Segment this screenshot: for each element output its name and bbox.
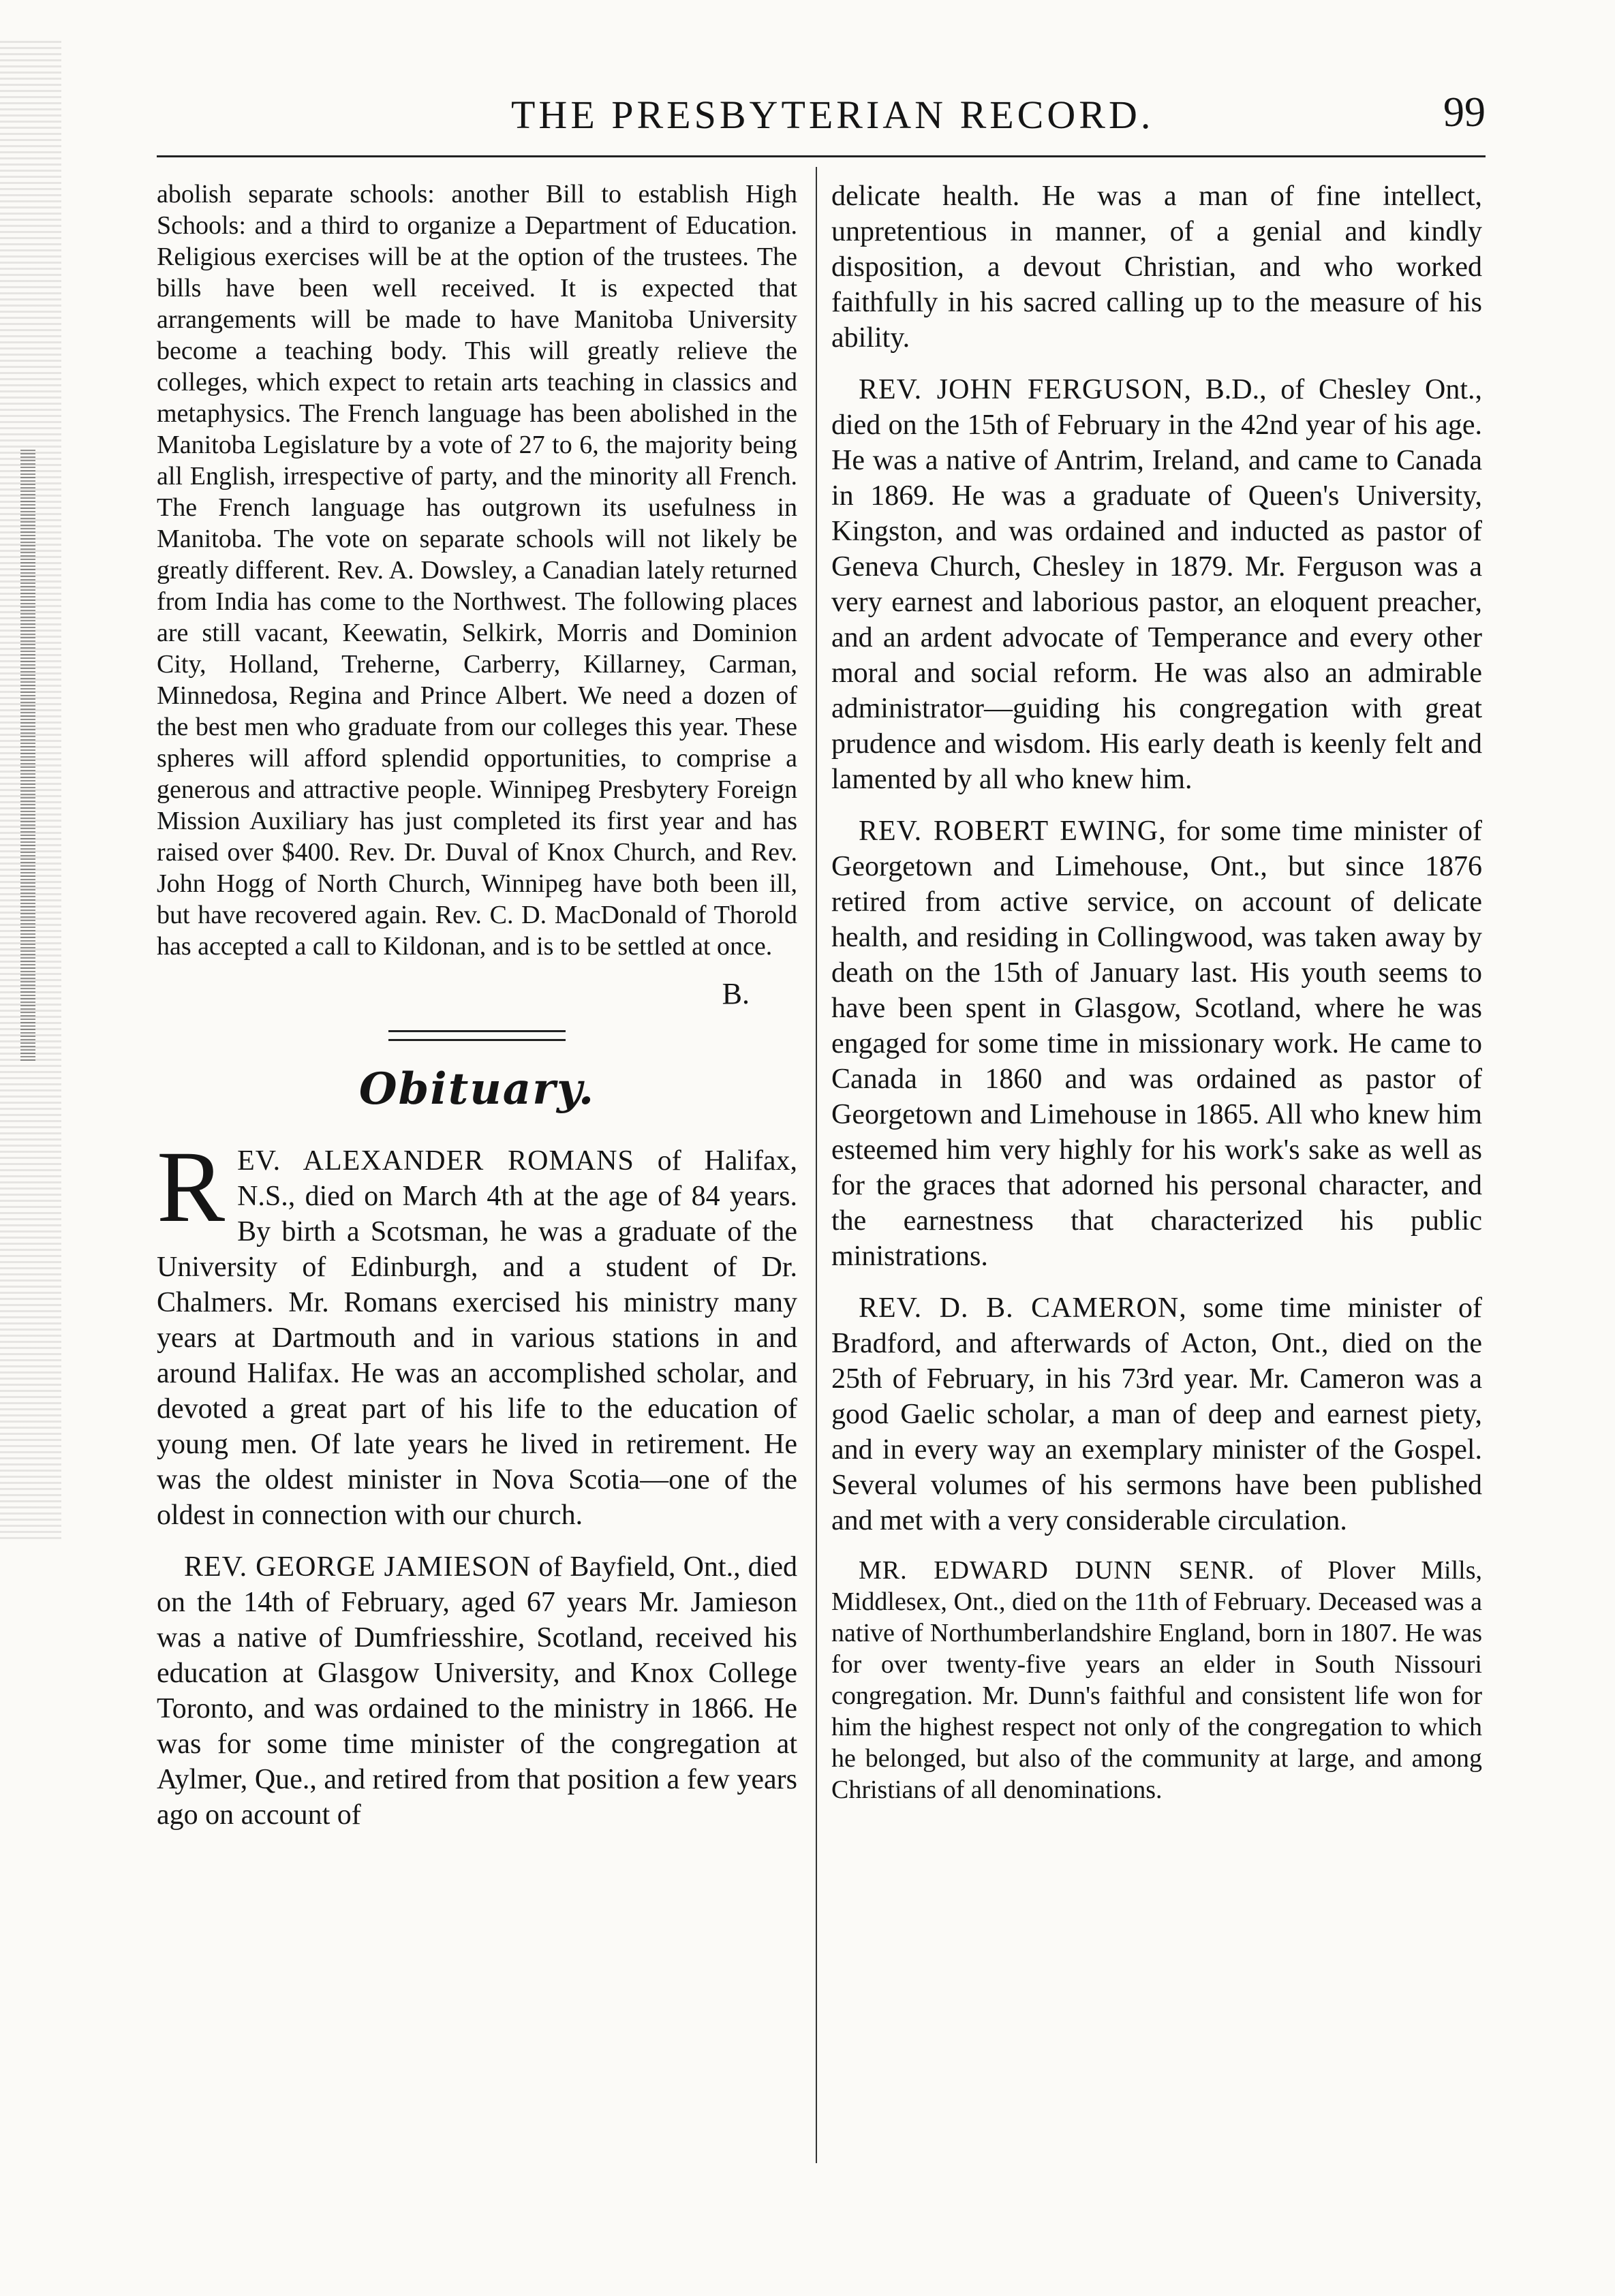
page-number: 99 xyxy=(1443,89,1486,136)
obituary-text: , B.D., of Chesley Ont., died on the 15th of February in the 42nd year of his age. He was a native of Antrim, Ireland, and came to Canada in 1869. He was a graduate of Queen's University, Kingston, and was ordained and inducted as pastor of Geneva Church, Chesley in 1879. Mr. Ferguson was a very earnest and laborious pastor, an eloquent preacher, and an ardent advocate of Temperance and every other moral and social reform. He was also an admirable administrator—guiding his congregation with great prudence and wisdom. His early death is keenly felt and lamented by all who knew him. xyxy=(831,374,1482,795)
obituary-ferguson xyxy=(831,372,1482,797)
obituary-name: REV. D. B. CAMERON xyxy=(859,1292,1180,1324)
obituary-text: of Plover Mills, Middlesex, Ont., died on the 11th of February. Deceased was a native of Northumberlandshire England, born in 1807. He was for over twenty-five years an elder in South Nissouri congregation. Mr. Dunn's faithful and consistent life won for him the highest respect not only of the congregation to which he belonged, but also of the community at large, and among Christians of all denominations. xyxy=(831,1556,1482,1804)
obituary-dunn xyxy=(831,1555,1482,1805)
binding-edge xyxy=(0,41,61,1540)
obituary-heading: Obituary. xyxy=(358,1064,596,1115)
obituary-text: , some time minister of Bradford, and afterwards of Acton, Ont., died on the 25th of February, in his 73rd year. Mr. Cameron was a good Gaelic scholar, a man of deep and earnest piety, and in every way an exemplary minister of the Gospel. Several volumes of his sermons have been published and met with a very considerable circulation. xyxy=(831,1292,1482,1536)
correspondent-signature: B. xyxy=(722,977,750,1010)
header-rule xyxy=(157,155,1486,157)
left-column xyxy=(157,179,797,1849)
obituary-name: REV. GEORGE JAMIESON xyxy=(184,1551,532,1583)
obituary-romans xyxy=(157,1130,797,1533)
right-column xyxy=(831,179,1482,1822)
drop-cap: R xyxy=(157,1130,226,1243)
page-header xyxy=(157,89,1486,150)
obituary-jamieson xyxy=(157,1549,797,1833)
manitoba-news-paragraph: abolish separate schools: another Bill to establish High Schools: and a third to organize a Department of Education. Religious exercises will be at the option of the trustees. The bills have been well received. It is expected that arrangements will be made to have Manitoba University become a teaching body. This will greatly relieve the colleges, which expect to retain arts teaching in classics and metaphysics. The French language has been abolished in the Manitoba Legislature by a vote of 27 to 6, the majority being all English, irrespective of party, and the minority all French. The French language has outgrown its usefulness in Manitoba. The vote on separate schools will not likely be greatly different. Rev. A. Dowsley, a Canadian lately returned from India has come to the Northwest. The following places are still vacant, Keewatin, Selkirk, Morris and Dominion City, Holland, Treherne, Carberry, Killarney, Carman, Minnedosa, Regina and Prince Albert. We need a dozen of the best men who graduate from our colleges this year. These spheres will afford splendid opportunities, to comprise a generous and attractive people. Winnipeg Presbytery Foreign Mission Auxiliary has just completed its first year and has raised over $400. Rev. Dr. Duval of Knox Church, and Rev. John Hogg of North Church, Winnipeg have both been ill, but have recovered again. Rev. C. D. MacDonald of Thorold has accepted a call to Kildonan, and is to be settled at once. xyxy=(157,180,797,961)
obituary-name: REV. JOHN FERGUSON xyxy=(859,374,1184,405)
obituary-name: REV. ROBERT EWING xyxy=(859,816,1159,847)
obituary-jamieson-continued: delicate health. He was a man of fine intellect, unpretentious in manner, of a genial and kindly disposition, a devout Christian, and who worked faithfully in his sacred calling up to the measure of his ability. xyxy=(831,181,1482,354)
obituary-name: MR. EDWARD DUNN SENR. xyxy=(859,1556,1255,1585)
obituary-text: of Halifax, N.S., died on March 4th at the age of 84 years. By birth a Scotsman, he was a graduate of the University of Edinburgh, and a student of Dr. Chalmers. Mr. Romans exercised his ministry many years at Dartmouth and in various stations in and around Halifax. He was an accomplished scholar, and devoted a great part of his life to the education of young men. Of late years he lived in retirement. He was the oldest minister in Nova Scotia—one of the oldest in connection with our church. xyxy=(157,1145,797,1531)
section-rule xyxy=(388,1030,566,1041)
obituary-ewing xyxy=(831,813,1482,1274)
obituary-text: , for some time minister of Georgetown and Limehouse, Ont., but since 1876 retired from active service, on account of delicate health, and residing in Collingwood, was taken away by death on the 15th of January last. His youth seems to have been spent in Glasgow, Scotland, where he was engaged for some time in missionary work. He came to Canada in 1860 and was ordained as pastor of Georgetown and Limehouse in 1865. All who knew him esteemed him very highly for his work's sake as well as for the graces that adorned his personal character, and the earnestness that characterized his public ministrations. xyxy=(831,816,1482,1272)
obituary-cameron xyxy=(831,1290,1482,1538)
column-divider xyxy=(816,167,817,2163)
running-title: THE PRESBYTERIAN RECORD. xyxy=(511,93,1154,137)
obituary-name: EV. ALEXANDER ROMANS xyxy=(237,1145,634,1177)
obituary-text: of Bayfield, Ont., died on the 14th of February, aged 67 years Mr. Jamieson was a native of Dumfriesshire, Scotland, received his education at Glasgow University, and Knox College Toronto, and was ordained to the ministry in 1866. He was for some time minister of the congregation at Aylmer, Que., and retired from that position a few years ago on account of xyxy=(157,1551,797,1831)
